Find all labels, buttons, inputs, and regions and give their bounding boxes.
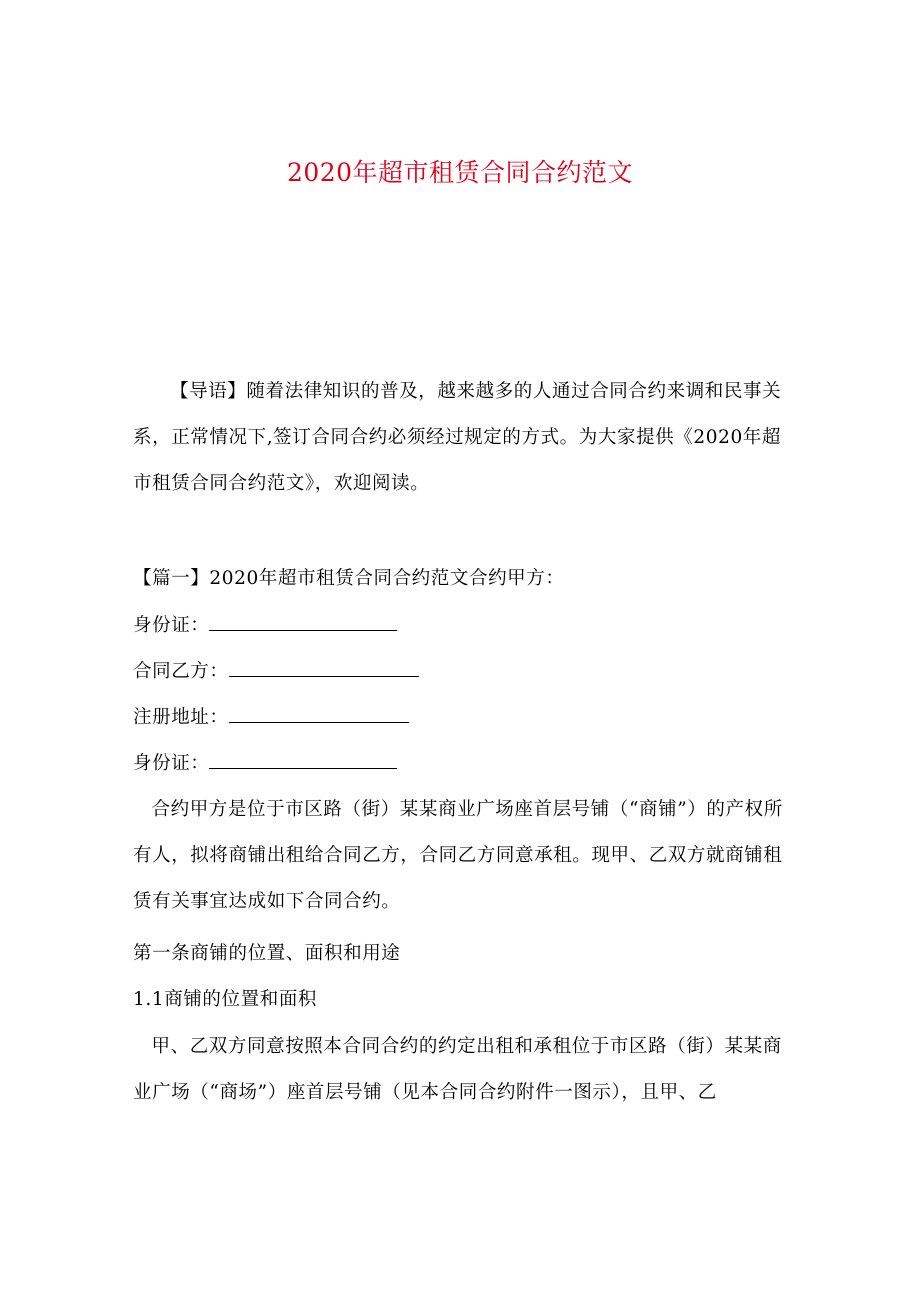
field-id-card-b	[133, 748, 397, 779]
body-paragraph-2: 甲、乙双方同意按照本合同合约的约定出租和承租位于市区路（街）某某商业广场（“商场”）座首层号铺（见本合同合约附件一图示），且甲、乙	[133, 1036, 782, 1103]
article-1-heading: 第一条商铺的位置、面积和用途	[133, 943, 401, 964]
intro-paragraph: 【导语】随着法律知识的普及，越来越多的人通过合同合约来调和民事关系，正常情况下,签订合同合约必须经过规定的方式。为大家提供《2020年超市租赁合同合约范文》，欢迎阅读。	[133, 381, 782, 494]
blank-line	[209, 610, 397, 631]
blank-line	[229, 702, 409, 723]
field-label: 注册地址：	[133, 707, 229, 728]
document-title: 2020年超市租赁合同合约范文	[286, 158, 634, 187]
article-1-1-heading: 1.1商铺的位置和面积	[133, 989, 318, 1010]
field-label: 身份证：	[133, 753, 210, 774]
body-paragraph-1: 合约甲方是位于市区路（街）某某商业广场座首层号铺（“商铺”）的产权所有人，拟将商铺出租给合同乙方，合同乙方同意承租。现甲、乙双方就商铺租赁有关事宜达成如下合同合约。	[133, 799, 783, 912]
blank-line	[229, 656, 419, 677]
field-registered-address	[133, 702, 409, 733]
field-label: 身份证：	[133, 615, 210, 636]
section-heading: 【篇一】2020年超市租赁合同合约范文合约甲方：	[133, 568, 565, 589]
field-label: 合同乙方：	[133, 661, 229, 682]
blank-line	[209, 748, 397, 769]
field-party-b	[133, 656, 419, 687]
field-id-card-a	[133, 610, 397, 641]
